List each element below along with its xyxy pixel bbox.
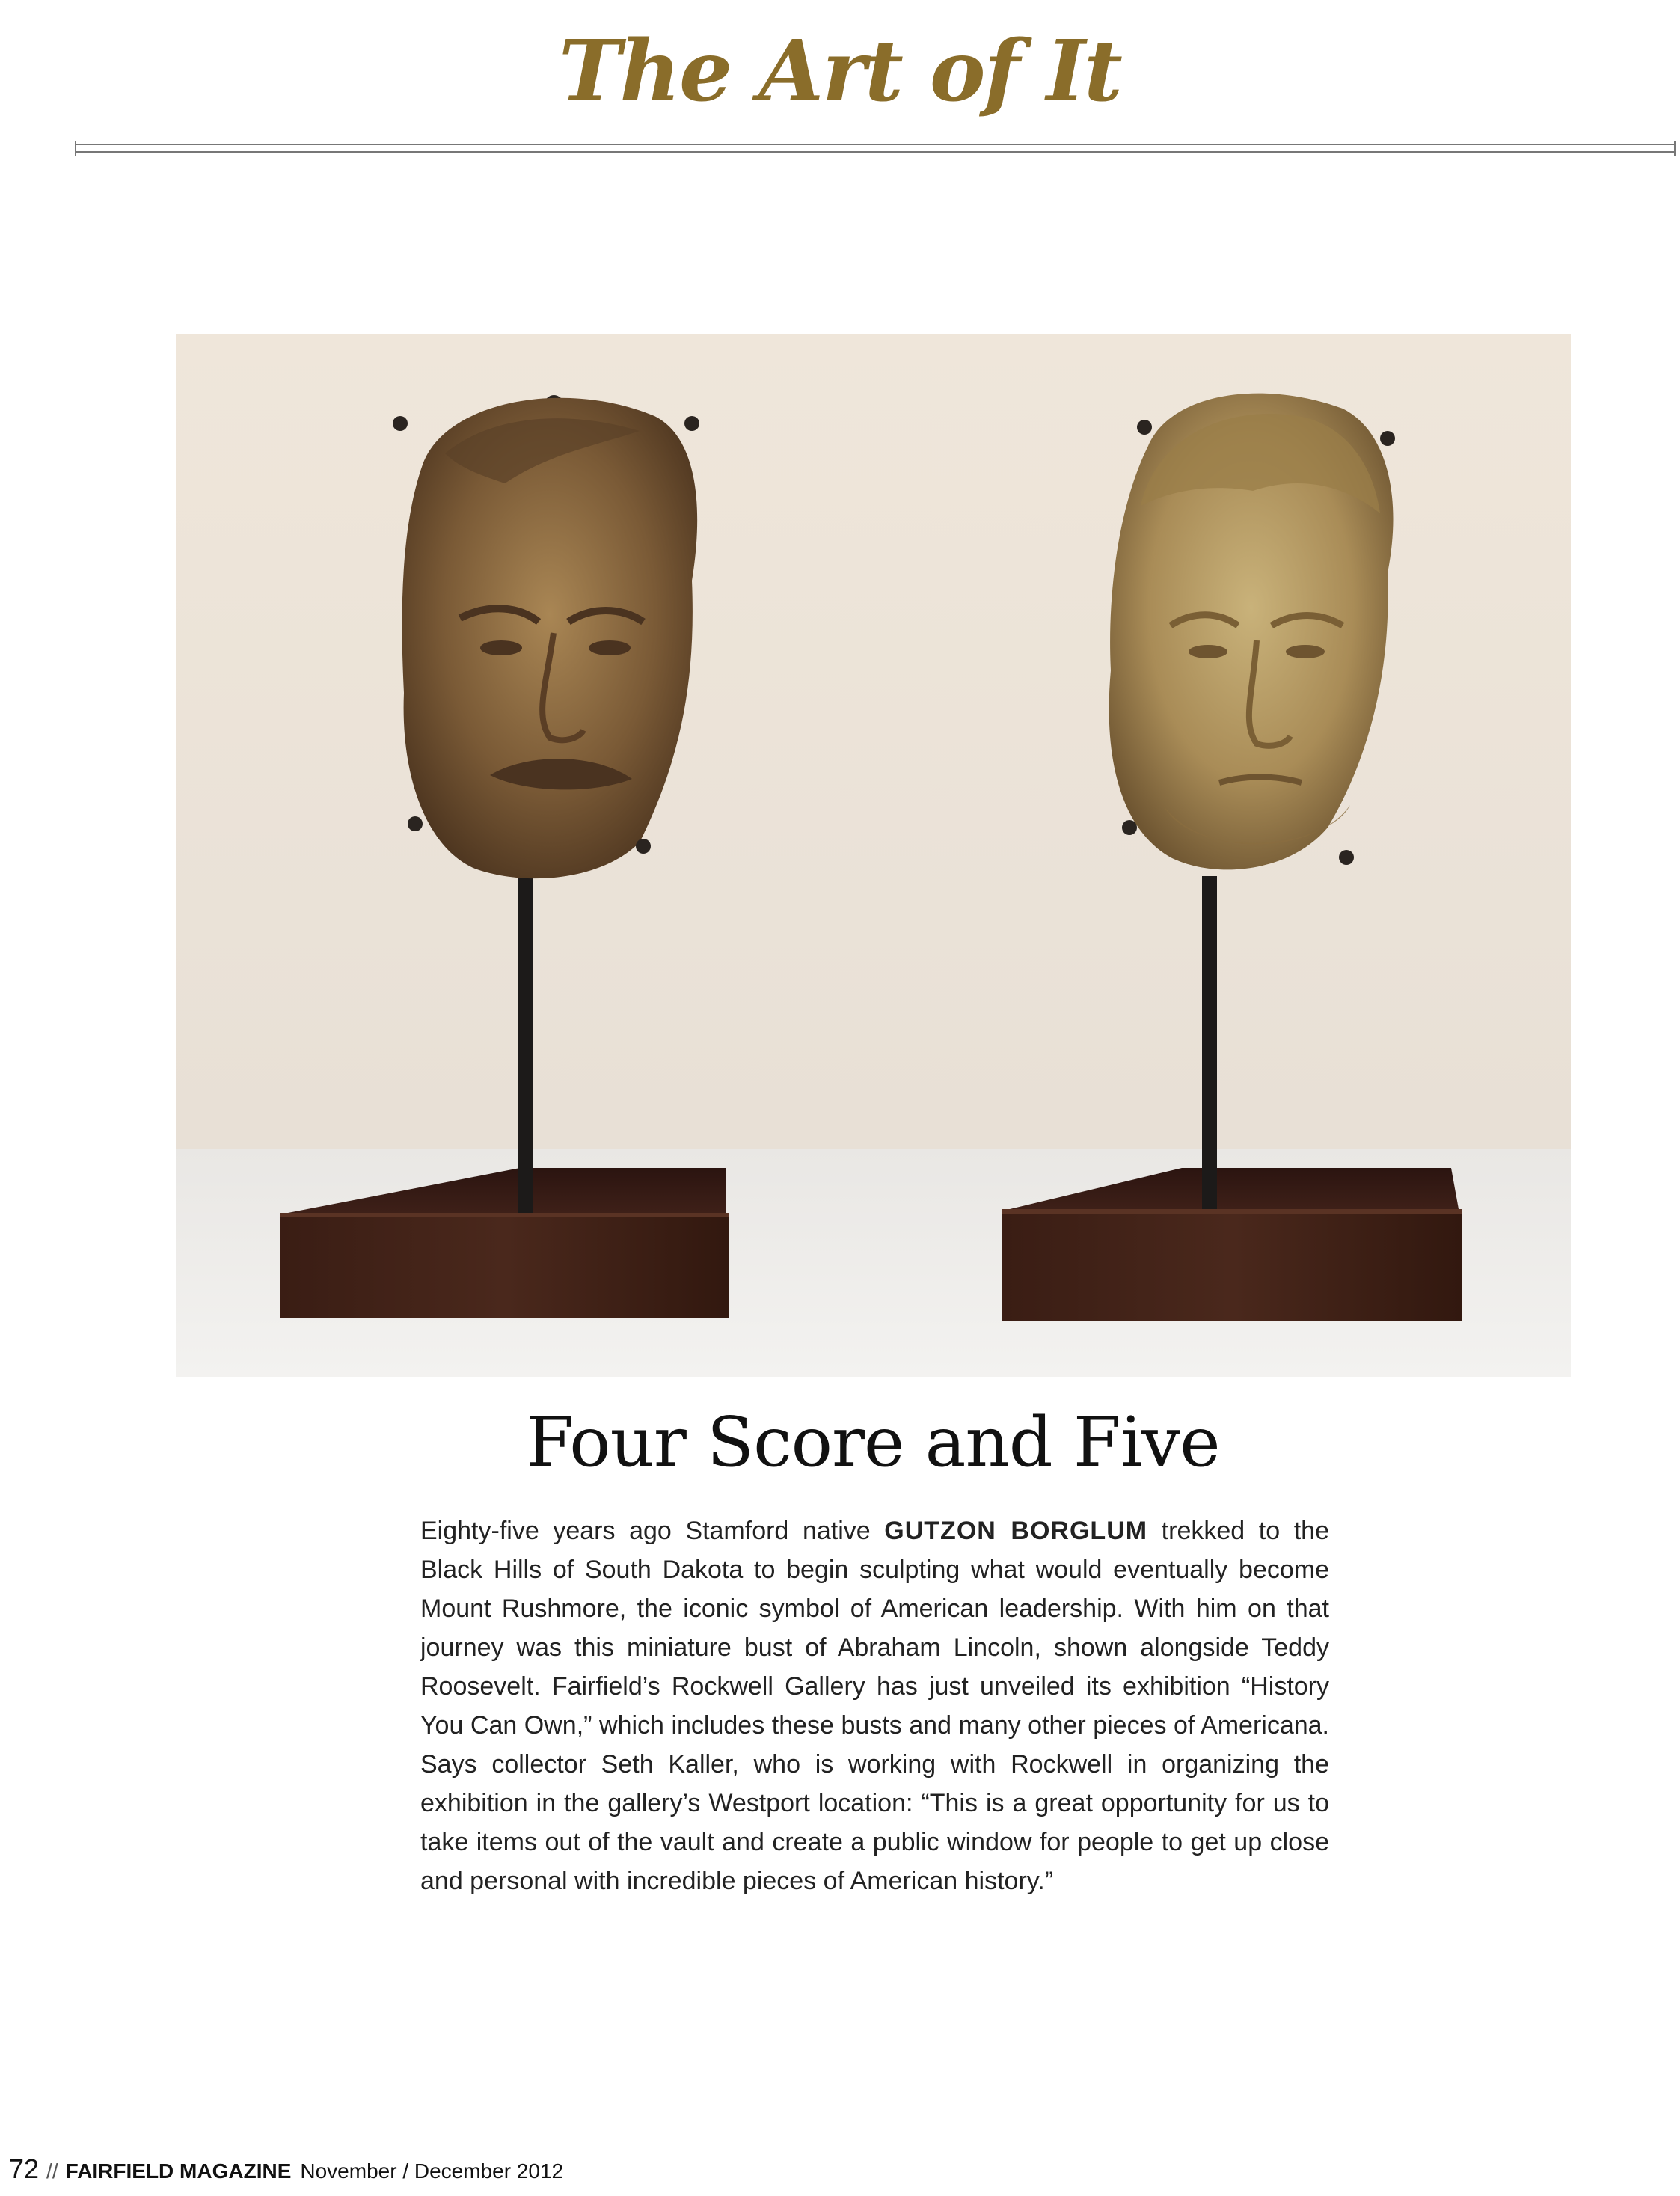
section-title: The Art of It <box>559 22 1121 120</box>
highlight-name: GUTZON BORGLUM <box>884 1517 1148 1545</box>
article-body <box>420 1511 1329 1900</box>
page-footer <box>9 2153 563 2185</box>
footer-separator: // <box>46 2159 58 2183</box>
header-double-rule <box>75 141 1676 156</box>
body-text-intro: Eighty-five years ago Stamford native <box>420 1517 885 1545</box>
issue-date: November / December 2012 <box>300 2159 564 2183</box>
article-headline: Four Score and Five <box>526 1402 1220 1482</box>
body-text-rest: trekked to the Black Hills of South Dakota to begin sculpting what would eventually become Mount Rushmore, the iconic symbol of American leadership. With him on that journey was this miniature bust of Abraham Lincoln, shown alongside Teddy Roosevelt. Fairfield’s Rockwell Gallery has just unveiled its exhibition “History You Can Own,” which includes these busts and many other pieces of Americana. Says collector Seth Kaller, who is working with Rockwell in organizing the exhibition in the gallery’s Westport location: “This is a great opportunity for us to take items out of the vault and create a public window for people to get up close and personal with incredible pieces of American history.” <box>420 1517 1329 1895</box>
busts-photo <box>176 334 1571 1377</box>
magazine-name: FAIRFIELD MAGAZINE <box>65 2159 292 2183</box>
page-number: 72 <box>9 2153 40 2184</box>
